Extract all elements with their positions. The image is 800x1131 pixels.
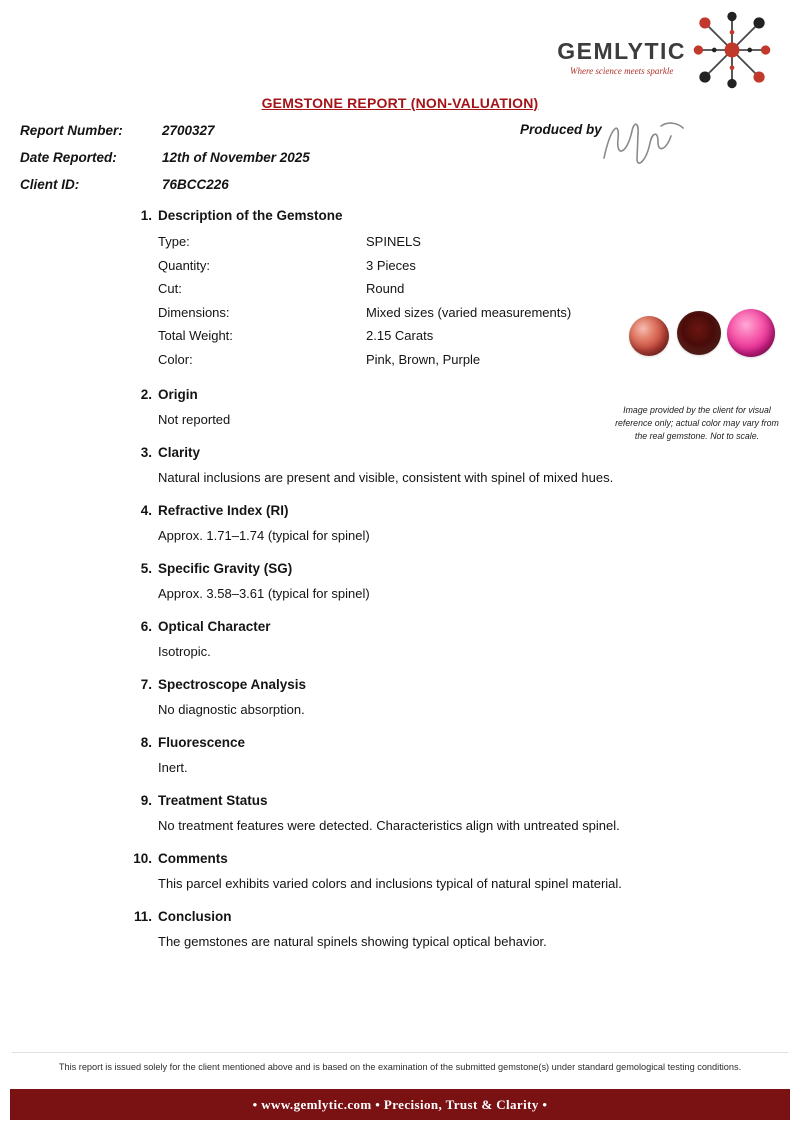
footer-bar-text: • www.gemlytic.com • Precision, Trust & Clarity • — [252, 1096, 548, 1112]
produced-by-label: Produced by — [520, 122, 602, 137]
section-optical-character — [0, 617, 800, 661]
section-body: Natural inclusions are present and visible, consistent with spinel of mixed hues. — [158, 470, 614, 485]
footer-divider — [12, 1052, 788, 1053]
type-label: Type: — [158, 234, 190, 250]
gem-image-brown-spinel — [677, 311, 721, 355]
section-body: Isotropic. — [158, 644, 211, 659]
footer-disclaimer: This report is issued solely for the client mentioned above and is based on the examination of the submitted gemstone(s) under standard gemological testing conditions. — [58, 1062, 742, 1072]
section-heading: Conclusion — [158, 909, 232, 924]
section-number: 6. — [140, 619, 152, 634]
report-title: GEMSTONE REPORT (NON-VALUATION) — [261, 95, 539, 111]
date-reported-value: 12th of November 2025 — [162, 150, 310, 165]
section-heading: Origin — [158, 387, 198, 402]
footer-brand-bar — [10, 1089, 790, 1120]
brand-text-block — [557, 38, 686, 76]
kv-row-cut — [158, 277, 800, 301]
section-body: Approx. 1.71–1.74 (typical for spinel) — [158, 528, 370, 543]
section-heading: Optical Character — [158, 619, 271, 634]
section-description — [0, 206, 800, 371]
section-body: Approx. 3.58–3.61 (typical for spinel) — [158, 586, 370, 601]
section-heading: Specific Gravity (SG) — [158, 561, 293, 576]
section-heading: Treatment Status — [158, 793, 268, 808]
cut-value: Round — [366, 281, 405, 297]
section-number: 10. — [133, 851, 152, 866]
quantity-label: Quantity: — [158, 257, 211, 273]
section-number: 4. — [140, 503, 152, 518]
report-number-value: 2700327 — [162, 123, 215, 138]
brand-header — [557, 8, 774, 92]
section-body: Not reported — [158, 412, 231, 427]
client-id-value: 76BCC226 — [162, 177, 229, 192]
section-spectroscope-analysis — [0, 675, 800, 719]
date-reported-label: Date Reported: — [20, 150, 117, 165]
section-refractive-index — [0, 501, 800, 545]
brand-name: GEMLYTIC — [557, 38, 686, 64]
section-body: The gemstones are natural spinels showing typical optical behavior. — [158, 934, 547, 949]
section-body: No treatment features were detected. Characteristics align with untreated spinel. — [158, 818, 620, 833]
section-number: 1. — [140, 208, 152, 223]
type-value: SPINELS — [366, 234, 421, 250]
section-conclusion — [0, 907, 800, 951]
client-id-label: Client ID: — [20, 177, 80, 192]
section-number: 11. — [133, 909, 152, 924]
section-specific-gravity — [0, 559, 800, 603]
section-number: 5. — [140, 561, 152, 576]
color-value: Pink, Brown, Purple — [366, 351, 481, 367]
gem-image-pink-spinel — [629, 316, 669, 356]
signature-image — [598, 112, 690, 172]
cut-label: Cut: — [158, 281, 182, 297]
section-body: This parcel exhibits varied colors and inclusions typical of natural spinel material. — [158, 876, 622, 891]
report-number-label: Report Number: — [20, 123, 123, 138]
section-heading: Spectroscope Analysis — [158, 677, 307, 692]
section-heading: Description of the Gemstone — [158, 208, 343, 223]
color-label: Color: — [158, 351, 193, 367]
kv-row-quantity — [158, 254, 800, 278]
section-clarity — [0, 443, 800, 487]
total-weight-label: Total Weight: — [158, 328, 233, 344]
meta-row-client-id — [20, 171, 500, 198]
gem-image-purple-spinel — [727, 309, 775, 357]
section-body: Inert. — [158, 760, 188, 775]
section-number: 2. — [140, 387, 152, 402]
section-heading: Refractive Index (RI) — [158, 503, 289, 518]
section-number: 7. — [140, 677, 152, 692]
section-body: No diagnostic absorption. — [158, 702, 305, 717]
section-treatment-status — [0, 791, 800, 835]
meta-row-report-number — [20, 117, 500, 144]
section-heading: Fluorescence — [158, 735, 246, 750]
gemlytic-snowflake-logo-icon — [690, 8, 774, 92]
total-weight-value: 2.15 Carats — [366, 328, 434, 344]
kv-row-type — [158, 230, 800, 254]
section-heading: Clarity — [158, 445, 201, 460]
section-number: 9. — [140, 793, 152, 808]
dimensions-label: Dimensions: — [158, 304, 230, 320]
meta-row-date-reported — [20, 144, 500, 171]
brand-tagline: Where science meets sparkle — [569, 66, 674, 76]
section-number: 8. — [140, 735, 152, 750]
gem-image-disclaimer: Image provided by the client for visual reference only; actual color may vary from the real gemstone. Not to scale. — [615, 405, 779, 442]
section-heading: Comments — [158, 851, 228, 866]
section-fluorescence — [0, 733, 800, 777]
dimensions-value: Mixed sizes (varied measurements) — [366, 304, 572, 320]
section-comments — [0, 849, 800, 893]
quantity-value: 3 Pieces — [366, 257, 416, 273]
report-meta — [20, 117, 500, 198]
section-number: 3. — [140, 445, 152, 460]
